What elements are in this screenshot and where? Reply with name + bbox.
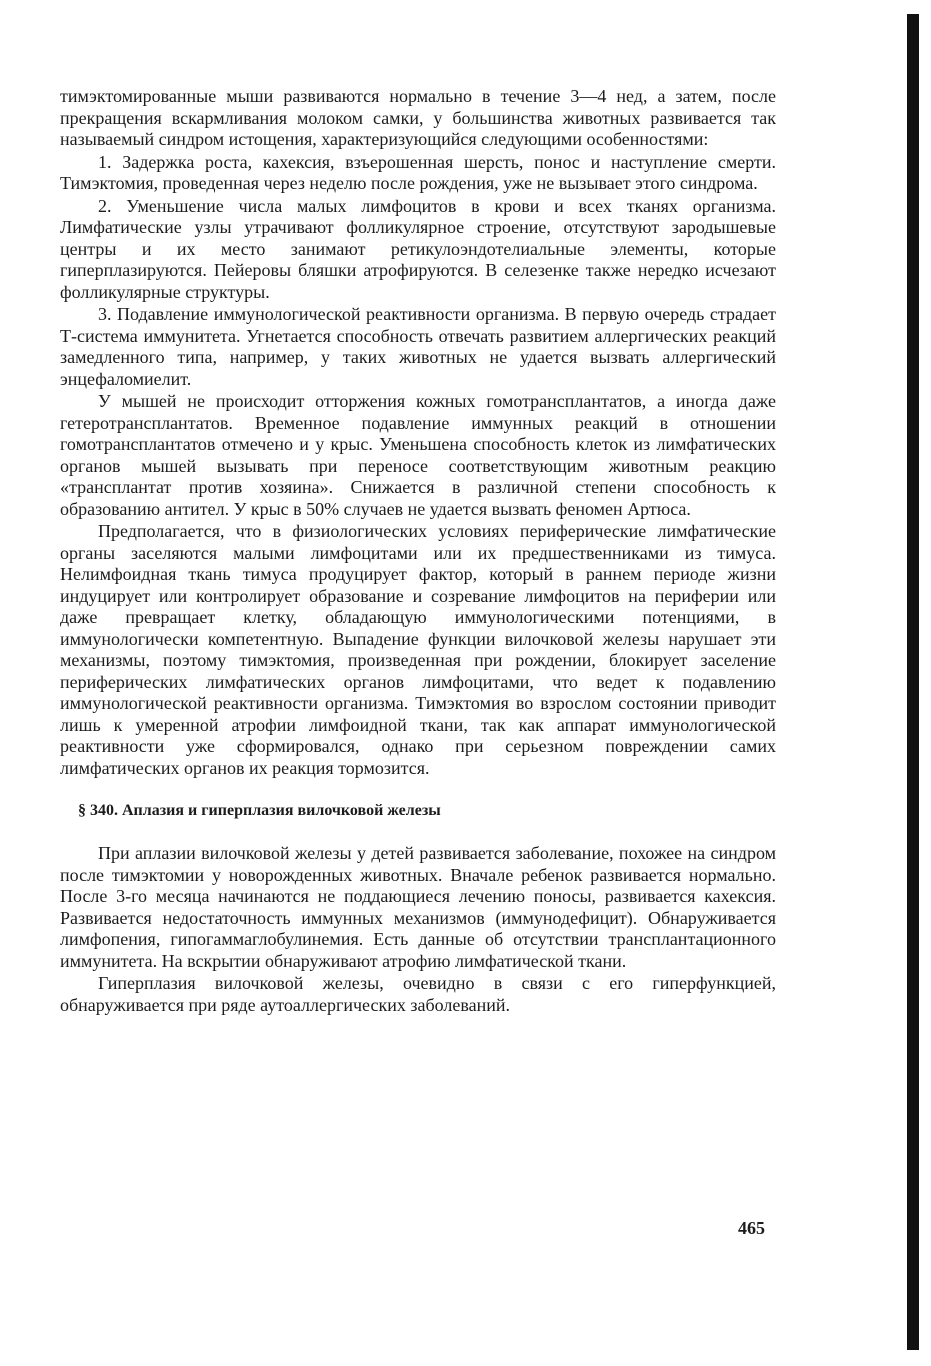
paragraph-hyperplasia: Гиперплазия вилочковой железы, очевидно в связи с его гиперфункцией, обнаруживается при ряде аутоаллергических заболеваний. — [60, 973, 776, 1015]
scan-edge-shadow — [907, 14, 919, 1350]
paragraph-transplant: У мышей не происходит отторжения кожных гомотрансплантатов, а иногда даже гетеротрансплантатов. Временное подавление иммунных реакций в отношении гомотрансплантатов отмечено и у крыс. Уменьшена способность клеток из лимфатических органов мышей вызывать при переносе соответствующим животным реакцию «трансплантат против хозяина». Снижается в различной степени способность к образованию антител. У крыс в 50% случаев не удается вызвать феномен Артюса. — [60, 391, 776, 519]
document-page — [60, 86, 776, 1017]
page-number: 465 — [738, 1218, 765, 1238]
paragraph-1: тимэктомированные мыши развиваются нормально в течение 3—4 нед, а затем, после прекращения вскармливания молоком самки, у большинства животных развивается так называемый синдром истощения, характеризующийся следующими особенностями: — [60, 86, 776, 149]
section-heading: § 340. Аплазия и гиперплазия вилочковой железы — [78, 802, 441, 819]
paragraph-list-item-1: 1. Задержка роста, кахексия, взъерошенная шерсть, понос и наступление смерти. Тимэктомия, проведенная через неделю после рождения, уже не вызывает этого синдрома. — [60, 151, 776, 193]
paragraph-aplasia: При аплазии вилочковой железы у детей развивается заболевание, похожее на синдром после тимэктомии у новорожденных животных. Вначале ребенок развивается нормально. После 3-го месяца начинаются не поддающиеся лечению поносы, развивается кахексия. Развивается недостаточность иммунных механизмов (иммунодефицит). Обнаруживается лимфопения, гипогаммаглобулинемия. Есть данные об отсутствии трансплантационного иммунитета. На вскрытии обнаруживают атрофию лимфатической ткани. — [60, 843, 776, 971]
paragraph-list-item-3: 3. Подавление иммунологической реактивности организма. В первую очередь страдает Т-система иммунитета. Угнетается способность отвечать развитием аллергических реакций замедленного типа, например, у таких животных не удается вызвать аллергический энцефаломиелит. — [60, 304, 776, 389]
paragraph-list-item-2: 2. Уменьшение числа малых лимфоцитов в крови и всех тканях организма. Лимфатические узлы утрачивают фолликулярное строение, отсутствуют зародышевые центры и их место занимают ретикулоэндотелиальные элементы, которые гиперплазируются. Пейеровы бляшки атрофируются. В селезенке также нередко исчезают фолликулярные структуры. — [60, 195, 776, 302]
paragraph-hypothesis: Предполагается, что в физиологических условиях периферические лимфатические органы заселяются малыми лимфоцитами или их предшественниками из тимуса. Нелимфоидная ткань тимуса продуцирует фактор, который в раннем периоде жизни индуцирует или контролирует образование и созревание лимфоцитов на периферии или даже превращает клетку, обладающую иммунологическими потенциями, в иммунологически компетентную. Выпадение функции вилочковой железы нарушает эти механизмы, поэтому тимэктомия, произведенная при рождении, блокирует заселение периферических лимфатических органов лимфоцитами, что ведет к подавлению иммунологической реактивности организма. Тимэктомия во взрослом состоянии приводит лишь к умеренной атрофии лимфоидной ткани, так как аппарат иммунологической реактивности уже сформировался, однако при серьезном повреждении самих лимфатических органов их реакция тормозится. — [60, 521, 776, 778]
